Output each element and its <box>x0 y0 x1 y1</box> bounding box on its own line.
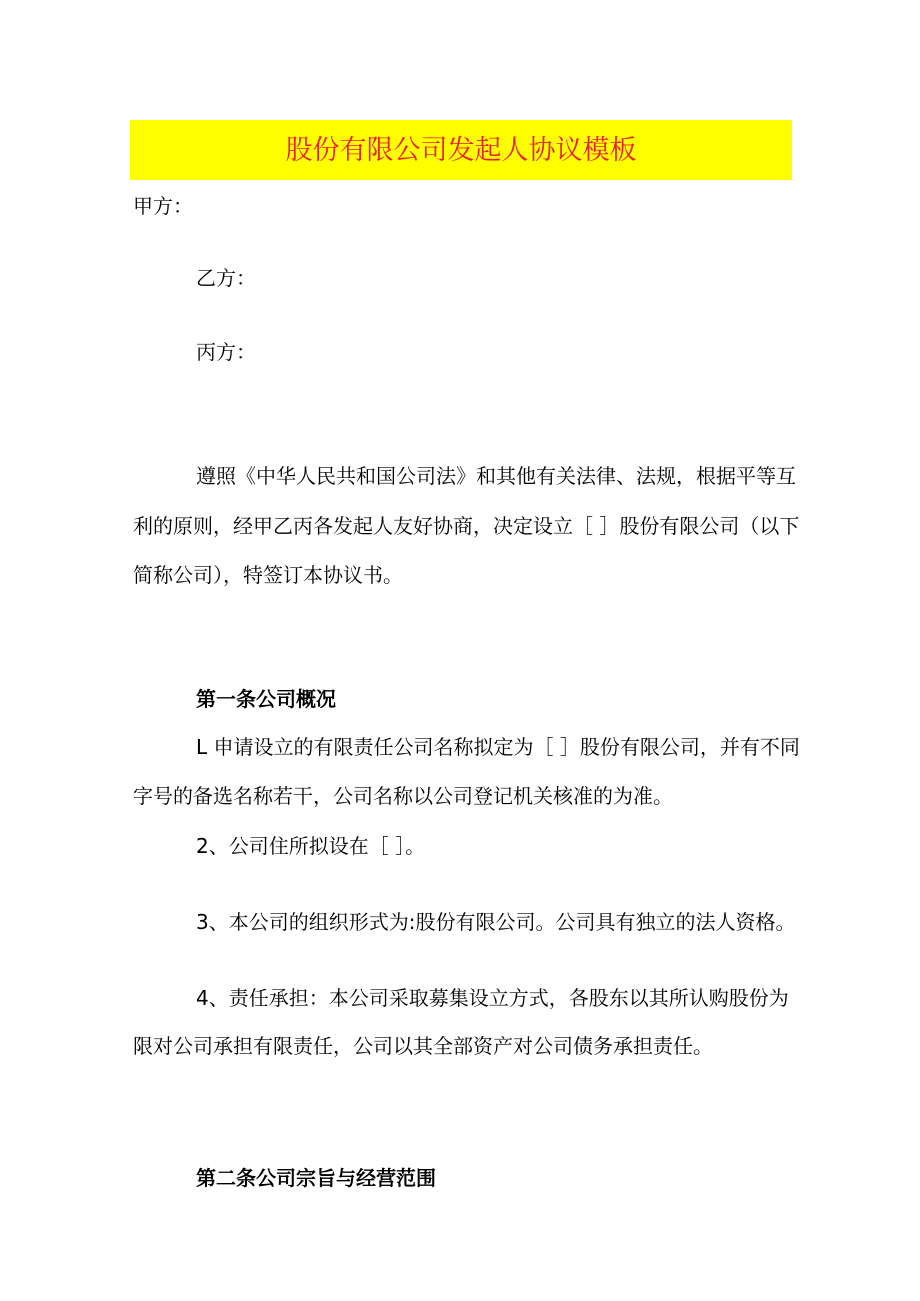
article-1-item-1-line: L 申请设立的有限责任公司名称拟定为［ ］股份有限公司，并有不同 <box>196 735 800 759</box>
article-2-heading: 第二条公司宗旨与经营范围 <box>196 1166 436 1190</box>
preamble-line: 利的原则，经甲乙丙各发起人友好协商，决定设立［ ］股份有限公司（以下 <box>133 514 800 538</box>
party-a-label: 甲方： <box>133 194 193 218</box>
party-c-label: 丙方： <box>196 340 256 364</box>
article-1-item-4-line: 4、责任承担：本公司采取募集设立方式，各股东以其所认购股份为 <box>196 986 789 1010</box>
preamble-line: 简称公司），特签订本协议书。 <box>133 563 403 587</box>
article-1-item-4-line: 限对公司承担有限责任，公司以其全部资产对公司债务承担责任。 <box>133 1034 713 1058</box>
preamble-line: 遵照《中华人民共和国公司法》和其他有关法律、法规，根据平等互 <box>196 464 796 488</box>
article-1-item-2: 2、公司住所拟设在［ ］。 <box>196 834 426 858</box>
article-1-item-1-line: 字号的备选名称若干，公司名称以公司登记机关核准的为准。 <box>133 784 673 808</box>
article-1-item-3: 3、本公司的组织形式为:股份有限公司。公司具有独立的法人资格。 <box>196 910 796 934</box>
title-highlight <box>130 120 792 180</box>
document-title: 股份有限公司发起人协议模板 <box>285 134 637 166</box>
party-b-label: 乙方： <box>196 266 256 290</box>
article-1-heading: 第一条公司概况 <box>196 687 336 711</box>
